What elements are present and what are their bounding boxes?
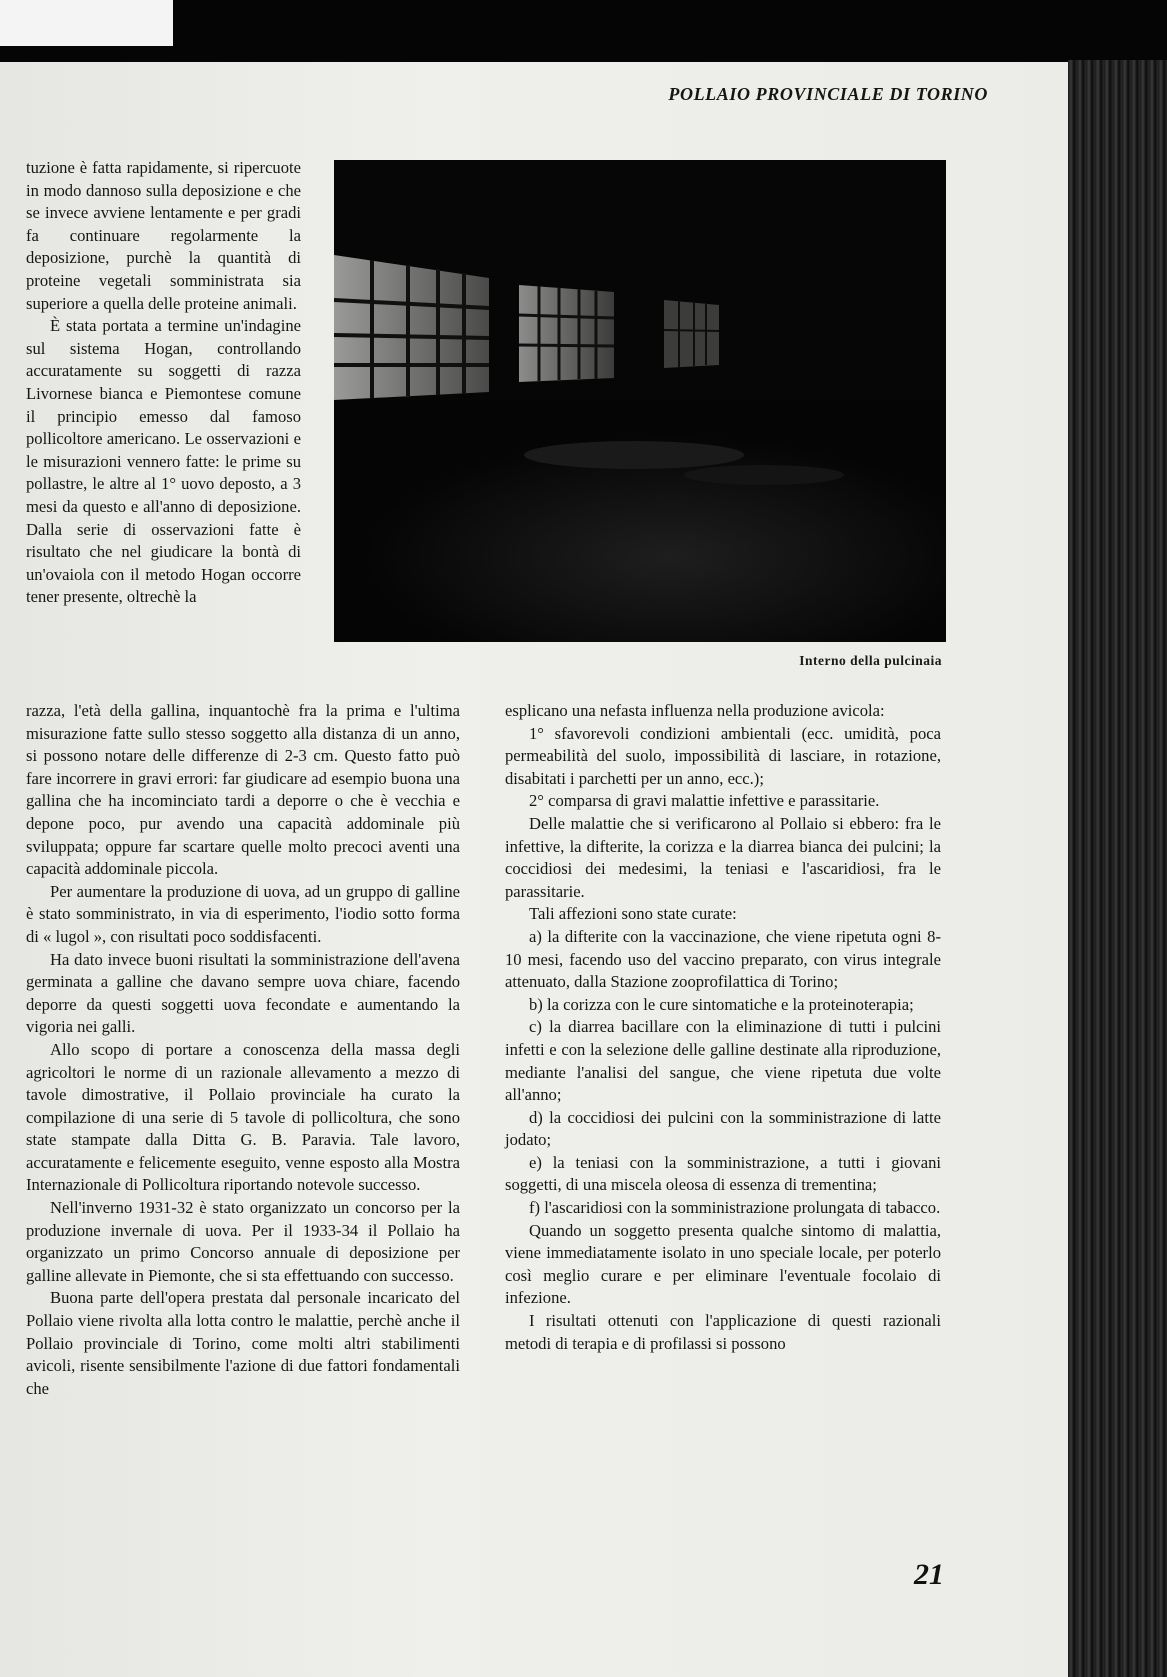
list-item: c) la diarrea bacillare con la eliminazione di tutti i pulcini infetti e con la selezione delle galline destinate alla riproduzione, mediante l'analisi del sangue, che viene ripetuta due volte all'anno; bbox=[505, 1017, 941, 1105]
paragraph: I risultati ottenuti con l'applicazione di questi razionali metodi di terapia e di profilassi si possono bbox=[505, 1311, 941, 1353]
list-item: 2° comparsa di gravi malattie infettive e parassitarie. bbox=[529, 791, 880, 811]
paragraph: Allo scopo di portare a conoscenza della massa degli agricoltori le norme di un razionale allevamento a mezzo di tavole dimostrative, il Pollaio provinciale ha curato la compilazione di una serie di 5 tavole di pollicoltura, che sono state stampate dalla Ditta G. B. Paravia. Tale lavoro, accuratamente e felicemente eseguito, venne esposto alla Mostra Internazionale di Pollicoltura riportando notevole successo. bbox=[26, 1039, 460, 1195]
paragraph: Nell'inverno 1931-32 è stato organizzato un concorso per la produzione invernale di uova. Per il 1933-34 il Pollaio ha organizzato un primo Concorso annuale di deposizione per galline allevate in Piemonte, che si sta effettuando con successo. bbox=[26, 1198, 460, 1285]
photo-chick-house-interior bbox=[334, 160, 946, 642]
paragraph: È stata portata a termine un'indagine sul sistema Hogan, controllando accuratamente su soggetti di razza Livornese bianca e Piemontese comune il principio emesso dal famoso pollicoltore americano. Le osservazioni e le misurazioni vennero fatte: le prime su pollastre, le altre al 1° uovo deposto, a 3 mesi da questo e all'anno di deposizione. Dalla serie di osservazioni fatte è risultato che nel giudicare la bontà di un'ovaiola con il metodo Hogan occorre tener presente, oltrechè la bbox=[26, 316, 301, 607]
list-item: f) l'ascaridiosi con la somministrazione prolungata di tabacco. bbox=[529, 1198, 941, 1218]
text-column-left bbox=[26, 700, 460, 1400]
list-item: 1° sfavorevoli condizioni ambientali (ecc. umidità, poca permeabilità del suolo, impossibilità di lasciare, in rotazione, disabitati i parchetti per un anno, ecc.); bbox=[505, 723, 941, 788]
list-item: d) la coccidiosi dei pulcini con la somministrazione di latte jodato; bbox=[505, 1107, 941, 1150]
photo-image bbox=[334, 160, 946, 642]
paragraph: Buona parte dell'opera prestata dal personale incaricato del Pollaio viene rivolta alla lotta contro le malattie, perchè anche il Pollaio provinciale di Torino, come molti altri stabilimenti avicoli, risente sensibilmente l'azione di due fattori fondamentali che bbox=[26, 1288, 460, 1398]
scan-corner bbox=[0, 0, 173, 46]
running-head: POLLAIO PROVINCIALE DI TORINO bbox=[668, 84, 988, 104]
photo-caption: Interno della pulcinaia bbox=[799, 653, 942, 668]
paragraph: Tali affezioni sono state curate: bbox=[529, 904, 737, 924]
paragraph: Per aumentare la produzione di uova, ad un gruppo di galline è stato somministrato, in via di esperimento, l'iodio sotto forma di « lugol », con risultati poco soddisfacenti. bbox=[26, 881, 460, 946]
text-column-top bbox=[26, 157, 301, 609]
book-spine-edge bbox=[1068, 60, 1167, 1677]
paragraph: Quando un soggetto presenta qualche sintomo di malattia, viene immediatamente isolato in uno speciale locale, per poterlo così meglio curare e per eliminare l'eventuale focolaio di infezione. bbox=[505, 1220, 941, 1308]
paragraph: Ha dato invece buoni risultati la somministrazione dell'avena germinata a galline che davano sempre uova chiare, facendo deporre da questi soggetti uova fecondate e aumentando la vigoria nei galli. bbox=[26, 949, 460, 1037]
text-column-right bbox=[505, 700, 941, 1355]
list-item: b) la corizza con le cure sintomatiche e la proteinoterapia; bbox=[529, 994, 914, 1014]
list-item: e) la teniasi con la somministrazione, a tutti i giovani soggetti, di una miscela oleosa di essenza di trementina; bbox=[505, 1152, 941, 1195]
paragraph: esplicano una nefasta influenza nella produzione avicola: bbox=[505, 701, 885, 720]
paragraph: Delle malattie che si verificarono al Pollaio si ebbero: fra le infettive, la difterite, la corizza e la diarrea bianca dei pulcini; la coccidiosi dei medesimi, la teniasi e l'ascaridiosi, fra le parassitarie. bbox=[505, 813, 941, 901]
list-item: a) la difterite con la vaccinazione, che viene ripetuta ogni 8-10 mesi, facendo uso del vaccino preparato, con virus integrale attenuato, dalla Stazione zooprofilattica di Torino; bbox=[505, 926, 941, 992]
paragraph: razza, l'età della gallina, inquantochè fra la prima e l'ultima misurazione fatte sullo stesso soggetto alla distanza di un anno, si possono notare delle differenze di 2-3 cm. Questo fatto può fare incorrere in gravi errori: far giudicare ad esempio buona una gallina che ha incominciato tardi a deporre o che è vecchia e depone poco, pur avendo una capacità addominale più sviluppata; oppure far scartare quelle molto precoci aventi una capacità addominale piccola. bbox=[26, 701, 460, 879]
page-number: 21 bbox=[914, 1558, 944, 1591]
paragraph: tuzione è fatta rapidamente, si ripercuote in modo dannoso sulla deposizione e che se invece avviene lentamente e per gradi fa continuare regolarmente la deposizione, purchè la quantità di proteine vegetali somministrata sia superiore a quella delle proteine animali. bbox=[26, 158, 301, 313]
